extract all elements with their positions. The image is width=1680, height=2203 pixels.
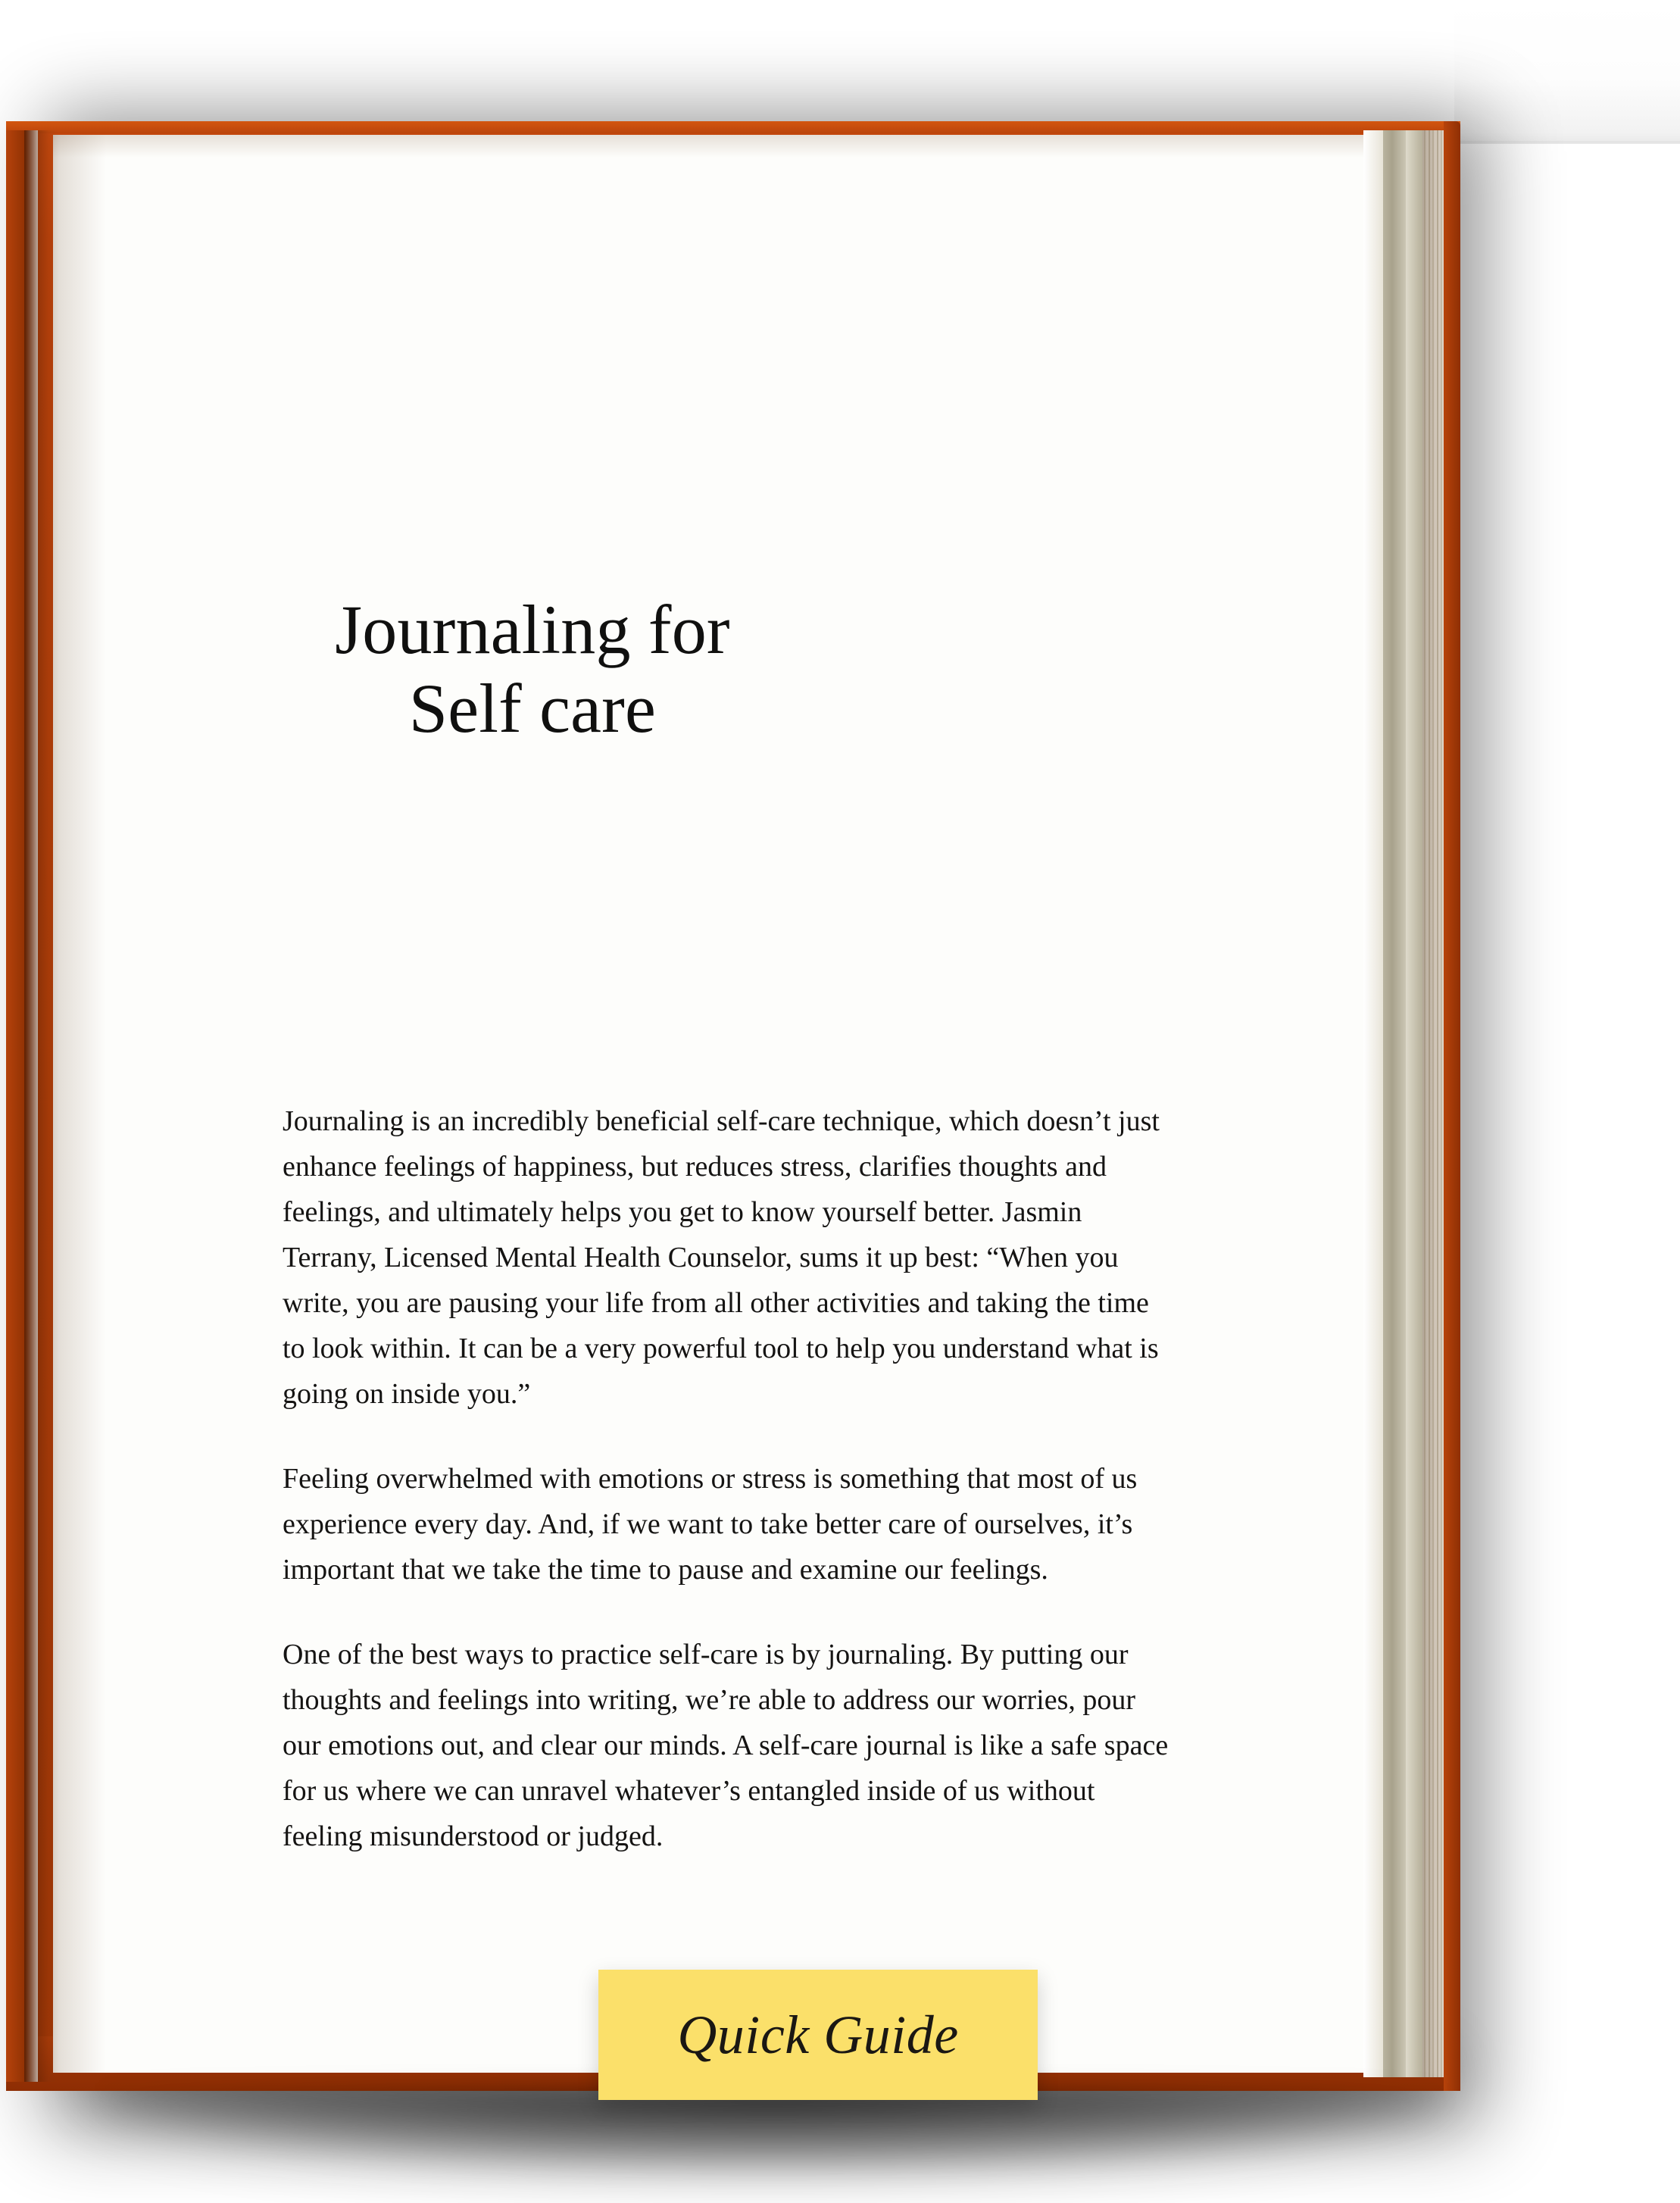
cover-right-lip	[1444, 121, 1460, 2091]
paragraph: Feeling overwhelmed with emotions or stress is something that most of us experience every day. And, if we want to take better care of ourselves, it’s important that we take the time to pause and examine our feelings.	[283, 1463, 1138, 1586]
quick-guide-label: Quick Guide	[677, 2004, 959, 2065]
page-fore-edge-band-mid	[1383, 130, 1406, 2077]
paragraph: One of the best ways to practice self-care is by journaling. By putting our thoughts and feelings into writing, we’re able to address our worries, pour our emotions out, and clear our minds. A self-care journal is like a safe space for us where we can unravel whatever’s entangled inside of us without feeling misunderstood or judged.	[283, 1639, 1169, 1853]
book-spine-shadow	[24, 130, 59, 2082]
quick-guide-badge	[598, 1970, 1038, 2100]
open-book	[6, 121, 1460, 2091]
cover-top-edge	[6, 121, 1460, 133]
page-title-line-2: Self care	[408, 669, 657, 747]
body-copy	[283, 1098, 1176, 1859]
background-sheet	[1454, 0, 1680, 144]
page-content	[105, 167, 1332, 2045]
page-gutter-shading	[53, 135, 106, 2073]
page-top-shading	[53, 135, 1363, 158]
book-underside-shadow	[106, 2091, 1439, 2174]
paragraph: Journaling is an incredibly beneficial self-care technique, which doesn’t just enhance feelings of happiness, but reduces stress, clarifies thoughts and feelings, and ultimately helps you get to know yourself better. Jasmin Terrany, Licensed Mental Health Counselor, sums it up best: “When you write, you are pausing your life from all other activities and taking the time to look within. It can be a very powerful tool to help you understand what is going on inside you.”	[283, 1105, 1160, 1411]
page-title	[105, 591, 960, 748]
background-sheet-edge	[1454, 141, 1680, 143]
page-title-line-1: Journaling for	[335, 591, 730, 668]
page-fore-edge-band-dark	[1406, 130, 1422, 2077]
page-fore-edge-band-light	[1363, 130, 1383, 2077]
